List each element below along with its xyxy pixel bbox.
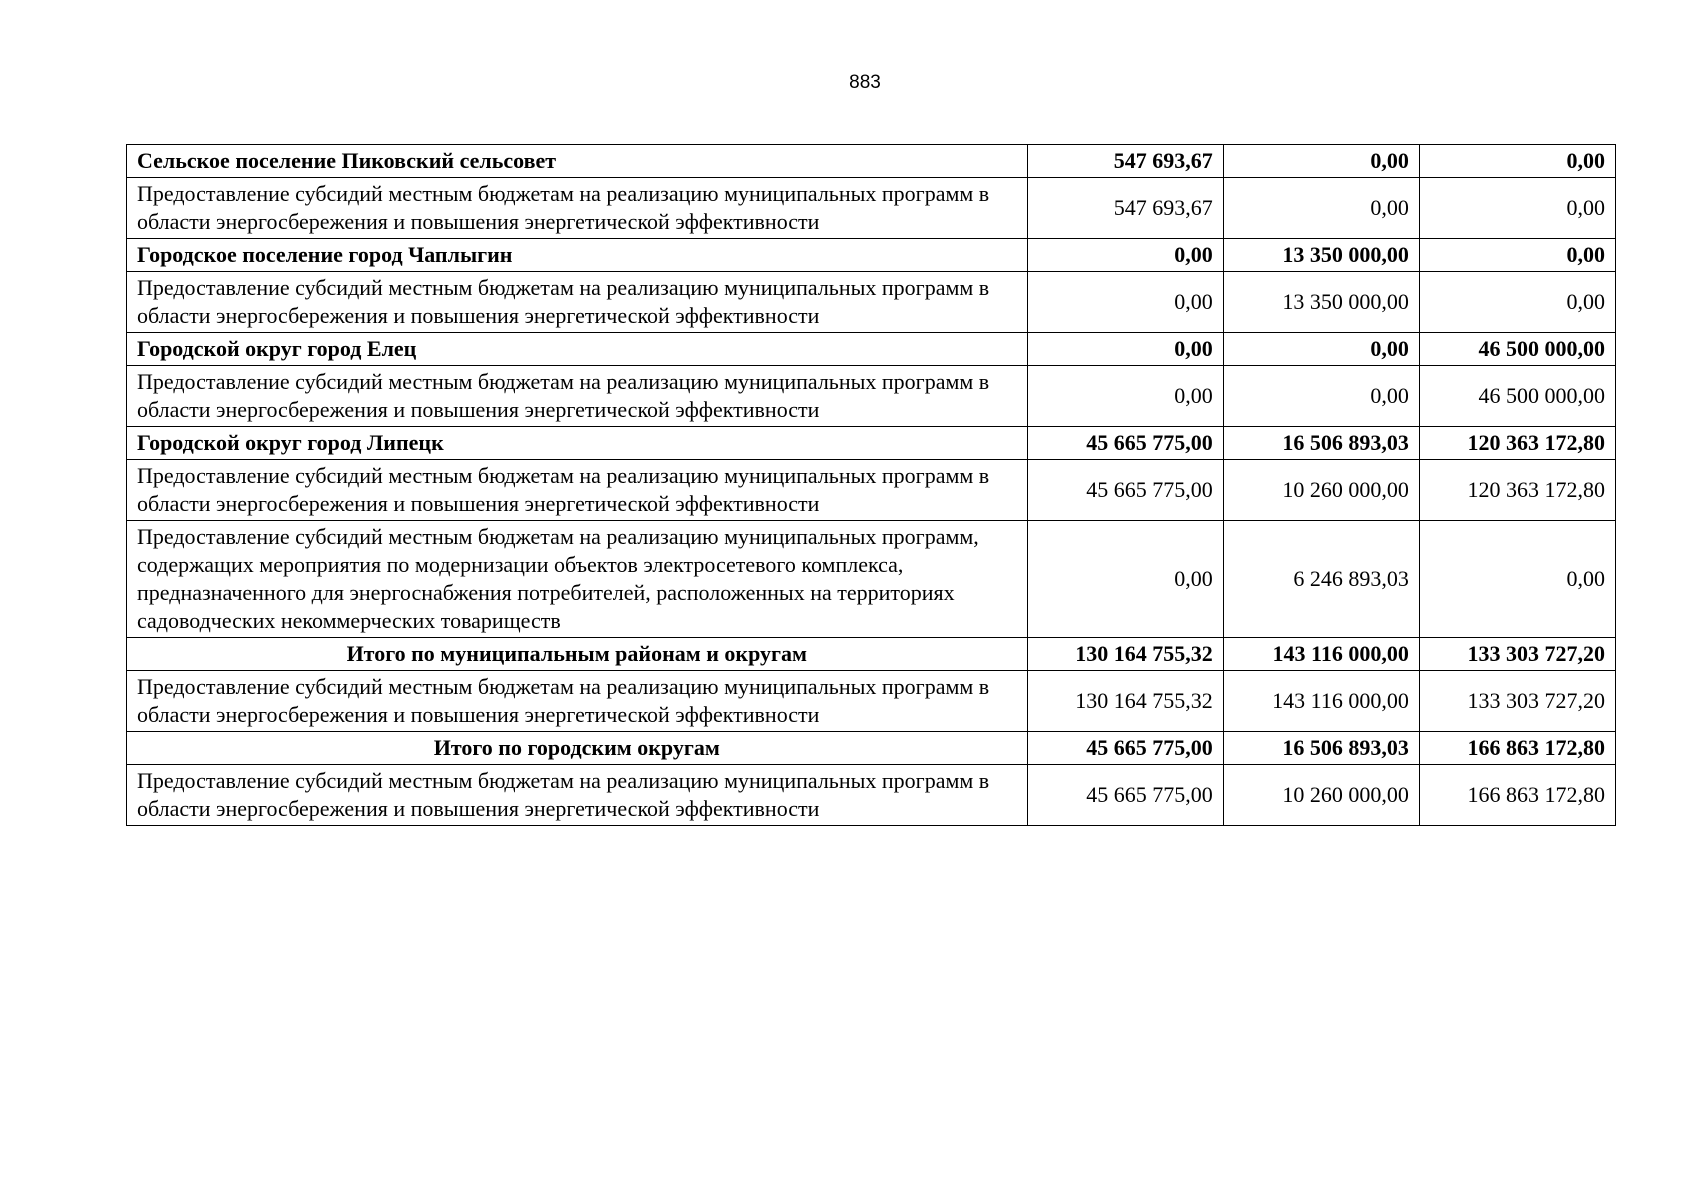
row-value-1: 45 665 775,00	[1027, 765, 1223, 826]
row-value-2: 0,00	[1223, 333, 1419, 366]
table-row-total	[127, 638, 1616, 671]
row-name: Предоставление субсидий местным бюджетам на реализацию муниципальных программ, содержащих мероприятия по модернизации объектов электросетевого комплекса, предназначенного для энергоснабжения потребителей, расположенных на территориях садоводческих некоммерческих товариществ	[127, 521, 1028, 638]
table-row-header	[127, 239, 1616, 272]
row-name: Городской округ город Елец	[127, 333, 1028, 366]
row-name: Сельское поселение Пиковский сельсовет	[127, 145, 1028, 178]
table-row-item	[127, 671, 1616, 732]
row-value-3: 46 500 000,00	[1419, 333, 1615, 366]
table-row-header	[127, 427, 1616, 460]
row-value-3: 133 303 727,20	[1419, 671, 1615, 732]
row-value-2: 13 350 000,00	[1223, 272, 1419, 333]
budget-table-body	[127, 145, 1616, 826]
row-value-2: 16 506 893,03	[1223, 732, 1419, 765]
row-name: Городское поселение город Чаплыгин	[127, 239, 1028, 272]
row-value-1: 0,00	[1027, 272, 1223, 333]
row-value-2: 10 260 000,00	[1223, 765, 1419, 826]
row-value-2: 13 350 000,00	[1223, 239, 1419, 272]
row-value-1: 45 665 775,00	[1027, 732, 1223, 765]
row-value-2: 143 116 000,00	[1223, 671, 1419, 732]
row-value-3: 0,00	[1419, 178, 1615, 239]
row-value-2: 0,00	[1223, 366, 1419, 427]
row-value-1: 130 164 755,32	[1027, 671, 1223, 732]
table-row-item	[127, 272, 1616, 333]
row-value-2: 0,00	[1223, 145, 1419, 178]
row-value-3: 120 363 172,80	[1419, 460, 1615, 521]
row-value-3: 120 363 172,80	[1419, 427, 1615, 460]
row-value-1: 130 164 755,32	[1027, 638, 1223, 671]
table-row-item	[127, 521, 1616, 638]
table-row-item	[127, 765, 1616, 826]
row-value-3: 166 863 172,80	[1419, 765, 1615, 826]
budget-table	[126, 144, 1616, 826]
table-row-item	[127, 460, 1616, 521]
row-name: Итого по муниципальным районам и округам	[127, 638, 1028, 671]
row-value-2: 143 116 000,00	[1223, 638, 1419, 671]
row-value-3: 0,00	[1419, 239, 1615, 272]
row-value-1: 0,00	[1027, 366, 1223, 427]
row-value-2: 6 246 893,03	[1223, 521, 1419, 638]
row-value-3: 0,00	[1419, 145, 1615, 178]
row-value-3: 0,00	[1419, 272, 1615, 333]
row-value-2: 16 506 893,03	[1223, 427, 1419, 460]
row-value-2: 10 260 000,00	[1223, 460, 1419, 521]
table-row-item	[127, 366, 1616, 427]
row-name: Предоставление субсидий местным бюджетам на реализацию муниципальных программ в области энергосбережения и повышения энергетической эффективности	[127, 272, 1028, 333]
row-value-3: 0,00	[1419, 521, 1615, 638]
row-value-2: 0,00	[1223, 178, 1419, 239]
row-value-1: 45 665 775,00	[1027, 460, 1223, 521]
row-name: Предоставление субсидий местным бюджетам на реализацию муниципальных программ в области энергосбережения и повышения энергетической эффективности	[127, 765, 1028, 826]
table-row-header	[127, 333, 1616, 366]
table-row-header	[127, 145, 1616, 178]
page-number: 883	[849, 72, 881, 93]
row-value-1: 0,00	[1027, 239, 1223, 272]
row-value-1: 45 665 775,00	[1027, 427, 1223, 460]
row-name: Городской округ город Липецк	[127, 427, 1028, 460]
row-value-1: 547 693,67	[1027, 178, 1223, 239]
table-row-item	[127, 178, 1616, 239]
row-value-1: 547 693,67	[1027, 145, 1223, 178]
row-value-3: 46 500 000,00	[1419, 366, 1615, 427]
row-value-3: 166 863 172,80	[1419, 732, 1615, 765]
row-name: Итого по городским округам	[127, 732, 1028, 765]
table-row-total	[127, 732, 1616, 765]
row-value-1: 0,00	[1027, 333, 1223, 366]
row-value-1: 0,00	[1027, 521, 1223, 638]
row-value-3: 133 303 727,20	[1419, 638, 1615, 671]
row-name: Предоставление субсидий местным бюджетам на реализацию муниципальных программ в области энергосбережения и повышения энергетической эффективности	[127, 366, 1028, 427]
row-name: Предоставление субсидий местным бюджетам на реализацию муниципальных программ в области энергосбережения и повышения энергетической эффективности	[127, 178, 1028, 239]
row-name: Предоставление субсидий местным бюджетам на реализацию муниципальных программ в области энергосбережения и повышения энергетической эффективности	[127, 460, 1028, 521]
row-name: Предоставление субсидий местным бюджетам на реализацию муниципальных программ в области энергосбережения и повышения энергетической эффективности	[127, 671, 1028, 732]
